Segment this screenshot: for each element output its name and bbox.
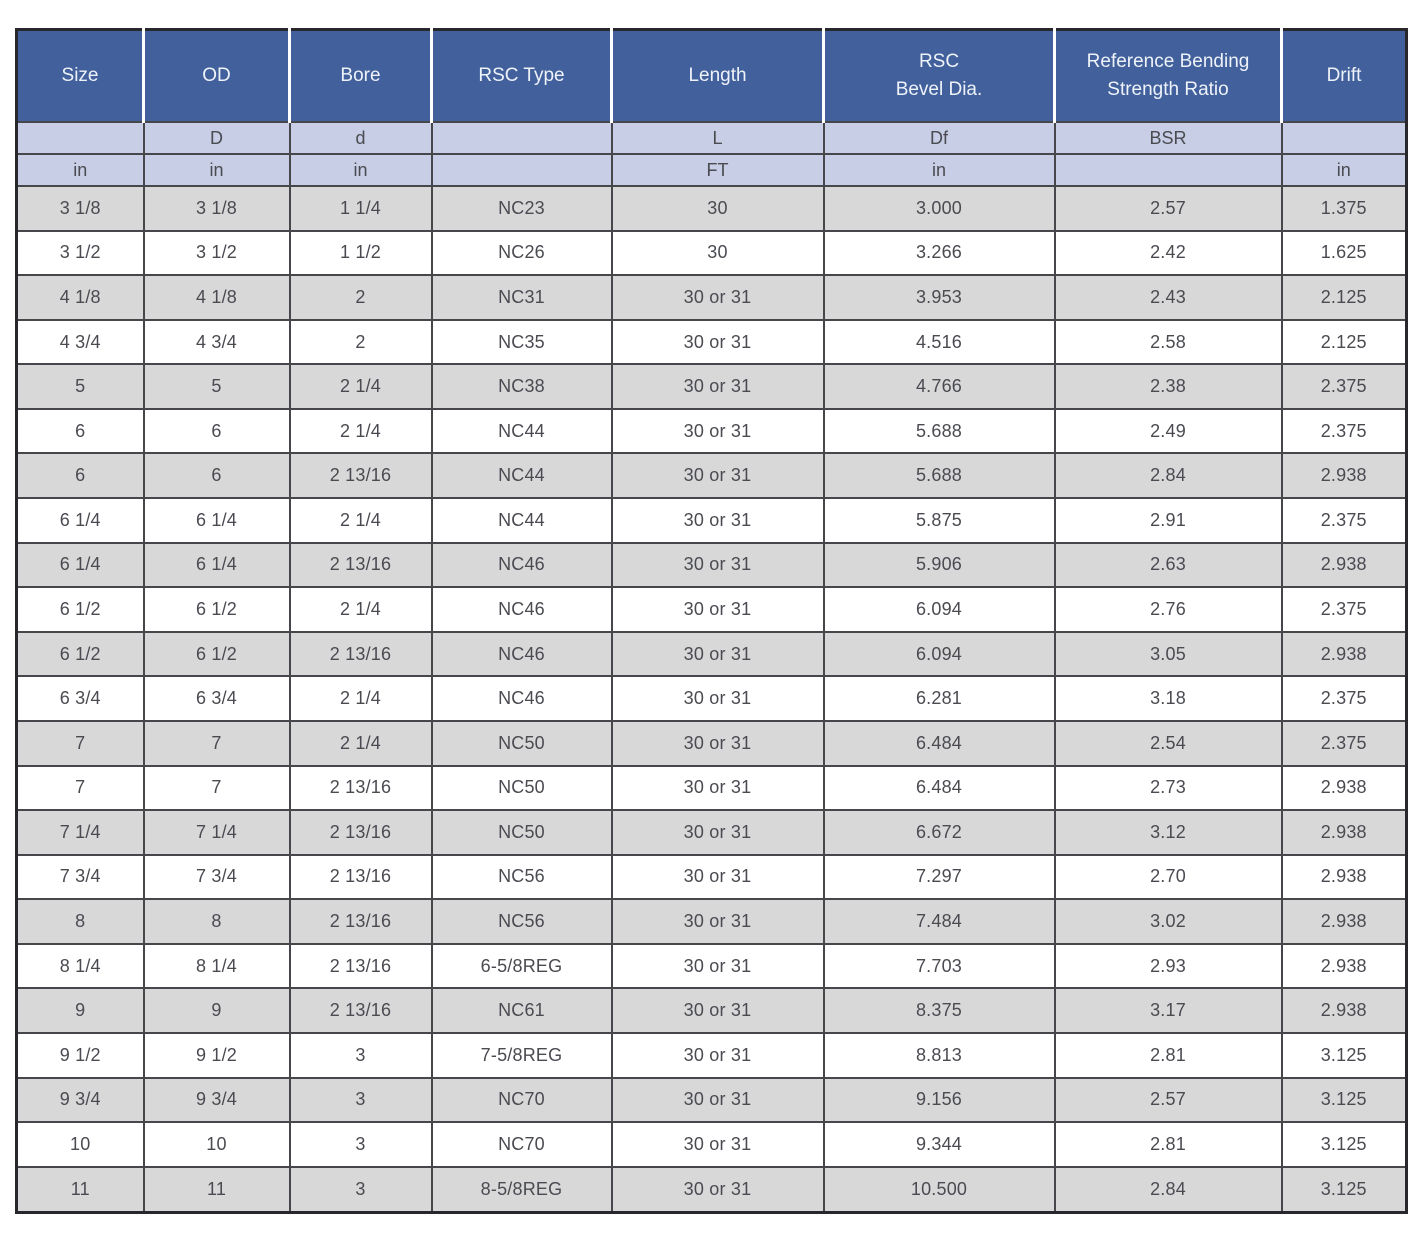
cell: 30 or 31: [612, 721, 824, 766]
cell: 30 or 31: [612, 1122, 824, 1167]
cell: 2.375: [1282, 721, 1407, 766]
cell: NC50: [432, 766, 612, 811]
unit-cell: in: [824, 154, 1055, 186]
cell: 6-5/8REG: [432, 944, 612, 989]
table-row: [17, 1078, 1407, 1123]
cell: 2.42: [1055, 231, 1282, 276]
cell: 6 1/2: [144, 587, 290, 632]
cell: 30 or 31: [612, 988, 824, 1033]
cell: 2 1/4: [290, 587, 432, 632]
cell: NC56: [432, 899, 612, 944]
cell: 2.375: [1282, 676, 1407, 721]
cell: 7.703: [824, 944, 1055, 989]
cell: 2.58: [1055, 320, 1282, 365]
cell: 30 or 31: [612, 409, 824, 454]
table-row: [17, 231, 1407, 276]
cell: 6: [17, 409, 144, 454]
cell: NC70: [432, 1078, 612, 1123]
cell: 6 3/4: [17, 676, 144, 721]
cell: 3.953: [824, 275, 1055, 320]
header-row: [17, 30, 1407, 123]
cell: NC46: [432, 676, 612, 721]
cell: 2.375: [1282, 364, 1407, 409]
cell: 9: [17, 988, 144, 1033]
cell: NC46: [432, 632, 612, 677]
cell: 6 1/4: [144, 498, 290, 543]
cell: 11: [17, 1167, 144, 1213]
cell: 5: [17, 364, 144, 409]
cell: 2.84: [1055, 1167, 1282, 1213]
table-row: [17, 587, 1407, 632]
cell: 6.094: [824, 632, 1055, 677]
cell: 2.938: [1282, 766, 1407, 811]
table-header: [17, 30, 1407, 187]
cell: 3.05: [1055, 632, 1282, 677]
cell: 2.43: [1055, 275, 1282, 320]
cell: 2.73: [1055, 766, 1282, 811]
cell: 2.91: [1055, 498, 1282, 543]
table-row: [17, 721, 1407, 766]
table-row: [17, 988, 1407, 1033]
unit-cell: FT: [612, 154, 824, 186]
cell: 7 3/4: [17, 855, 144, 900]
cell: 6 1/2: [17, 632, 144, 677]
cell: 7 1/4: [144, 810, 290, 855]
cell: 2.938: [1282, 988, 1407, 1033]
cell: 30 or 31: [612, 676, 824, 721]
cell: 11: [144, 1167, 290, 1213]
table-row: [17, 498, 1407, 543]
cell: 7: [17, 721, 144, 766]
cell: 8: [144, 899, 290, 944]
cell: 3.125: [1282, 1122, 1407, 1167]
table-row: [17, 409, 1407, 454]
cell: 3: [290, 1167, 432, 1213]
table-row: [17, 320, 1407, 365]
cell: 2 1/4: [290, 409, 432, 454]
cell: 9 3/4: [17, 1078, 144, 1123]
cell: NC26: [432, 231, 612, 276]
symbol-cell: d: [290, 122, 432, 154]
cell: 5.688: [824, 409, 1055, 454]
cell: 2.93: [1055, 944, 1282, 989]
cell: 7.484: [824, 899, 1055, 944]
cell: 2.938: [1282, 810, 1407, 855]
table-row: [17, 186, 1407, 231]
cell: 3: [290, 1033, 432, 1078]
cell: 2 13/16: [290, 632, 432, 677]
cell: 2.70: [1055, 855, 1282, 900]
table-row: [17, 810, 1407, 855]
cell: 9 1/2: [144, 1033, 290, 1078]
cell: 3.125: [1282, 1167, 1407, 1213]
cell: 6: [17, 453, 144, 498]
cell: 9 3/4: [144, 1078, 290, 1123]
column-header: OD: [144, 30, 290, 123]
cell: 30 or 31: [612, 498, 824, 543]
cell: 6 1/2: [17, 587, 144, 632]
symbol-cell: [432, 122, 612, 154]
cell: 6: [144, 409, 290, 454]
table-row: [17, 676, 1407, 721]
cell: 4.766: [824, 364, 1055, 409]
cell: 8.813: [824, 1033, 1055, 1078]
unit-cell: in: [17, 154, 144, 186]
cell: 3: [290, 1122, 432, 1167]
table-row: [17, 1033, 1407, 1078]
cell: 3 1/8: [17, 186, 144, 231]
symbol-cell: [1282, 122, 1407, 154]
cell: 30: [612, 231, 824, 276]
cell: 6 1/4: [17, 543, 144, 588]
cell: 2 13/16: [290, 453, 432, 498]
cell: 3.000: [824, 186, 1055, 231]
cell: 1 1/2: [290, 231, 432, 276]
cell: 6.484: [824, 721, 1055, 766]
cell: 30 or 31: [612, 766, 824, 811]
cell: 2.57: [1055, 186, 1282, 231]
unit-cell: [1055, 154, 1282, 186]
cell: 7 3/4: [144, 855, 290, 900]
cell: 6 1/2: [144, 632, 290, 677]
cell: 6 1/4: [144, 543, 290, 588]
cell: 30: [612, 186, 824, 231]
table-row: [17, 899, 1407, 944]
column-header: RSC Bevel Dia.: [824, 30, 1055, 123]
cell: NC61: [432, 988, 612, 1033]
unit-row: [17, 154, 1407, 186]
cell: 8 1/4: [17, 944, 144, 989]
cell: 30 or 31: [612, 1167, 824, 1213]
cell: 2 13/16: [290, 988, 432, 1033]
cell: 30 or 31: [612, 543, 824, 588]
cell: 6.281: [824, 676, 1055, 721]
table-row: [17, 1167, 1407, 1213]
cell: 8: [17, 899, 144, 944]
cell: 10.500: [824, 1167, 1055, 1213]
table-row: [17, 855, 1407, 900]
cell: 3.266: [824, 231, 1055, 276]
cell: 2.49: [1055, 409, 1282, 454]
table-row: [17, 453, 1407, 498]
cell: 30 or 31: [612, 320, 824, 365]
cell: 5.875: [824, 498, 1055, 543]
cell: 4 3/4: [144, 320, 290, 365]
cell: 3 1/2: [144, 231, 290, 276]
table-body: [17, 186, 1407, 1213]
cell: 3.02: [1055, 899, 1282, 944]
cell: 3.17: [1055, 988, 1282, 1033]
cell: NC44: [432, 498, 612, 543]
drill-collar-spec-table: [15, 28, 1408, 1214]
cell: 30 or 31: [612, 632, 824, 677]
cell: 3 1/8: [144, 186, 290, 231]
cell: 2.125: [1282, 275, 1407, 320]
cell: 3.125: [1282, 1033, 1407, 1078]
cell: 3 1/2: [17, 231, 144, 276]
column-header: Size: [17, 30, 144, 123]
cell: 9 1/2: [17, 1033, 144, 1078]
cell: 2.938: [1282, 855, 1407, 900]
table-row: [17, 1122, 1407, 1167]
cell: 2 13/16: [290, 543, 432, 588]
cell: 7: [17, 766, 144, 811]
cell: 2.57: [1055, 1078, 1282, 1123]
cell: 2 1/4: [290, 676, 432, 721]
cell: NC46: [432, 587, 612, 632]
cell: 2.125: [1282, 320, 1407, 365]
cell: 2 13/16: [290, 810, 432, 855]
column-header: RSC Type: [432, 30, 612, 123]
cell: 4 3/4: [17, 320, 144, 365]
cell: 7-5/8REG: [432, 1033, 612, 1078]
cell: NC56: [432, 855, 612, 900]
cell: 30 or 31: [612, 453, 824, 498]
symbol-cell: Df: [824, 122, 1055, 154]
cell: 30 or 31: [612, 364, 824, 409]
cell: NC38: [432, 364, 612, 409]
cell: 6.094: [824, 587, 1055, 632]
cell: 2 1/4: [290, 721, 432, 766]
cell: 10: [144, 1122, 290, 1167]
symbol-cell: L: [612, 122, 824, 154]
unit-cell: [432, 154, 612, 186]
cell: 1 1/4: [290, 186, 432, 231]
cell: 30 or 31: [612, 275, 824, 320]
column-header: Bore: [290, 30, 432, 123]
cell: 30 or 31: [612, 855, 824, 900]
cell: 6 1/4: [17, 498, 144, 543]
cell: 7: [144, 721, 290, 766]
cell: NC44: [432, 453, 612, 498]
table-row: [17, 944, 1407, 989]
cell: 30 or 31: [612, 587, 824, 632]
cell: 6: [144, 453, 290, 498]
cell: 2.938: [1282, 543, 1407, 588]
cell: NC31: [432, 275, 612, 320]
cell: 7.297: [824, 855, 1055, 900]
cell: 8.375: [824, 988, 1055, 1033]
table-row: [17, 275, 1407, 320]
cell: 3.12: [1055, 810, 1282, 855]
symbol-cell: D: [144, 122, 290, 154]
cell: 9.344: [824, 1122, 1055, 1167]
cell: 2 13/16: [290, 944, 432, 989]
cell: 2 1/4: [290, 364, 432, 409]
cell: 3.18: [1055, 676, 1282, 721]
cell: 2.81: [1055, 1122, 1282, 1167]
cell: 1.625: [1282, 231, 1407, 276]
cell: 2 1/4: [290, 498, 432, 543]
cell: 2.54: [1055, 721, 1282, 766]
table-row: [17, 632, 1407, 677]
cell: NC23: [432, 186, 612, 231]
cell: 2.76: [1055, 587, 1282, 632]
cell: 2.938: [1282, 899, 1407, 944]
cell: 2.938: [1282, 632, 1407, 677]
cell: 2: [290, 275, 432, 320]
symbol-cell: [17, 122, 144, 154]
cell: 3.125: [1282, 1078, 1407, 1123]
cell: 8 1/4: [144, 944, 290, 989]
cell: 30 or 31: [612, 810, 824, 855]
cell: 4 1/8: [144, 275, 290, 320]
cell: NC50: [432, 810, 612, 855]
cell: 2.375: [1282, 587, 1407, 632]
cell: 2.84: [1055, 453, 1282, 498]
cell: NC44: [432, 409, 612, 454]
cell: 5: [144, 364, 290, 409]
cell: 4 1/8: [17, 275, 144, 320]
cell: 2 13/16: [290, 855, 432, 900]
unit-cell: in: [290, 154, 432, 186]
table-row: [17, 766, 1407, 811]
cell: 9: [144, 988, 290, 1033]
cell: NC50: [432, 721, 612, 766]
cell: 30 or 31: [612, 1033, 824, 1078]
table-row: [17, 364, 1407, 409]
cell: 6.484: [824, 766, 1055, 811]
cell: 2.63: [1055, 543, 1282, 588]
cell: 7 1/4: [17, 810, 144, 855]
cell: 3: [290, 1078, 432, 1123]
cell: 6 3/4: [144, 676, 290, 721]
cell: 2 13/16: [290, 899, 432, 944]
cell: NC46: [432, 543, 612, 588]
cell: NC35: [432, 320, 612, 365]
cell: 1.375: [1282, 186, 1407, 231]
cell: 2 13/16: [290, 766, 432, 811]
cell: 2.375: [1282, 409, 1407, 454]
cell: 2.938: [1282, 944, 1407, 989]
cell: 5.906: [824, 543, 1055, 588]
table-row: [17, 543, 1407, 588]
cell: 4.516: [824, 320, 1055, 365]
column-header: Length: [612, 30, 824, 123]
unit-cell: in: [144, 154, 290, 186]
cell: 2.938: [1282, 453, 1407, 498]
cell: 2.38: [1055, 364, 1282, 409]
column-header: Reference Bending Strength Ratio: [1055, 30, 1282, 123]
cell: 8-5/8REG: [432, 1167, 612, 1213]
cell: 6.672: [824, 810, 1055, 855]
symbol-row: [17, 122, 1407, 154]
cell: 10: [17, 1122, 144, 1167]
cell: 30 or 31: [612, 1078, 824, 1123]
cell: 2: [290, 320, 432, 365]
unit-cell: in: [1282, 154, 1407, 186]
cell: 7: [144, 766, 290, 811]
cell: 2.81: [1055, 1033, 1282, 1078]
cell: 9.156: [824, 1078, 1055, 1123]
symbol-cell: BSR: [1055, 122, 1282, 154]
cell: 30 or 31: [612, 944, 824, 989]
cell: 2.375: [1282, 498, 1407, 543]
column-header: Drift: [1282, 30, 1407, 123]
cell: 5.688: [824, 453, 1055, 498]
cell: NC70: [432, 1122, 612, 1167]
cell: 30 or 31: [612, 899, 824, 944]
